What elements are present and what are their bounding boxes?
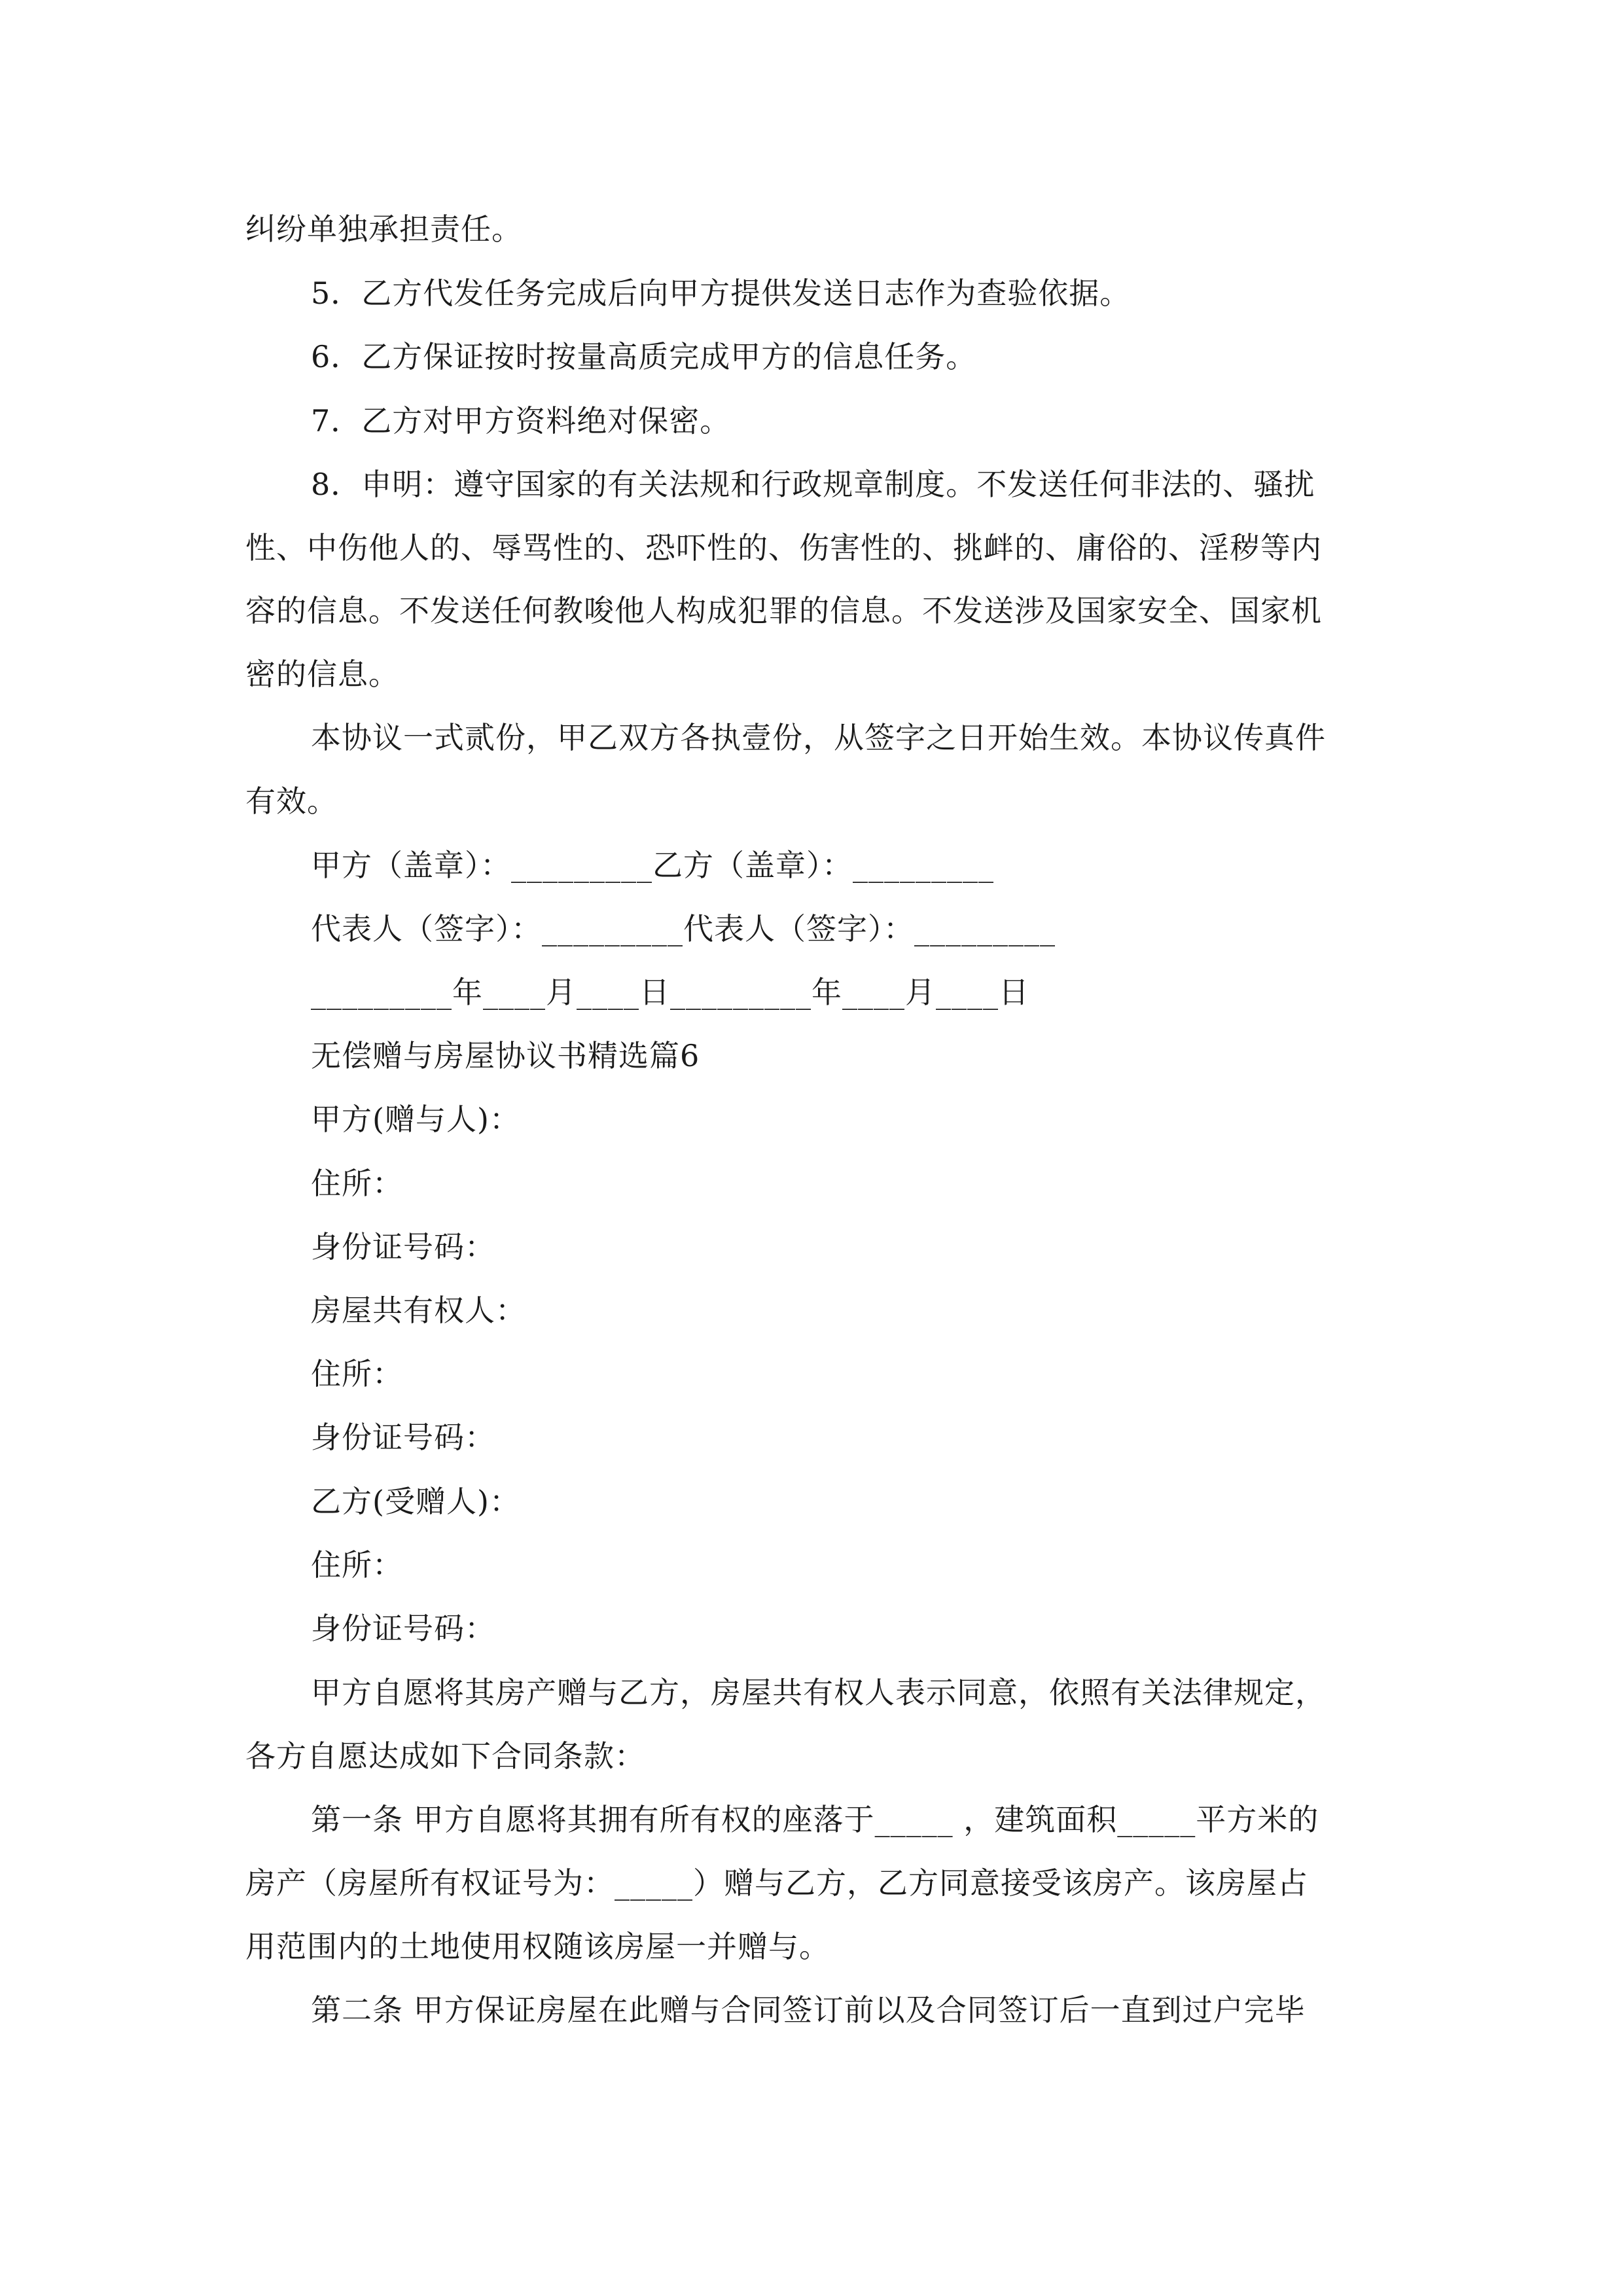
text-line: 各方自愿达成如下合同条款：	[245, 1738, 645, 1774]
text-line: 纠纷单独承担责任。	[245, 211, 522, 247]
text-line: 房产（房屋所有权证号为：_____）赠与乙方，乙方同意接受该房产。该房屋占	[245, 1865, 1308, 1901]
text-line: 密的信息。	[245, 656, 399, 692]
article-line: 第二条 甲方保证房屋在此赠与合同签订前以及合同签订后一直到过户完毕	[311, 1992, 1306, 2028]
field-label: 住所：	[311, 1356, 403, 1391]
signature-line-date: _________年____月____日_________年____月____日	[311, 975, 1029, 1010]
text-line: 6．乙方保证按时按量高质完成甲方的信息任务。	[311, 339, 977, 374]
field-label: 住所：	[311, 1547, 403, 1583]
signature-line-seal: 甲方（盖章）：_________乙方（盖章）：_________	[311, 848, 994, 883]
text-line: 7．乙方对甲方资料绝对保密。	[311, 403, 731, 439]
text-line: 用范围内的土地使用权随该房屋一并赠与。	[245, 1929, 830, 1964]
text-line: 性、中伤他人的、辱骂性的、恐吓性的、伤害性的、挑衅的、庸俗的、淫秽等内	[245, 530, 1322, 565]
field-label: 房屋共有权人：	[311, 1293, 526, 1328]
text-line: 5．乙方代发任务完成后向甲方提供发送日志作为查验依据。	[311, 276, 1131, 311]
article-line: 第一条 甲方自愿将其拥有所有权的座落于_____ ，建筑面积_____平方米的	[311, 1802, 1319, 1837]
field-label: 身份证号码：	[311, 1229, 495, 1265]
text-line: 本协议一式贰份，甲乙双方各执壹份，从签字之日开始生效。本协议传真件	[311, 720, 1326, 755]
text-line: 8．申明：遵守国家的有关法规和行政规章制度。不发送任何非法的、骚扰	[311, 467, 1315, 502]
text-line: 容的信息。不发送任何教唆他人构成犯罪的信息。不发送涉及国家安全、国家机	[245, 593, 1322, 628]
field-label: 身份证号码：	[311, 1420, 495, 1455]
field-label: 乙方(受赠人)：	[311, 1484, 520, 1519]
field-label: 身份证号码：	[311, 1611, 495, 1646]
text-line: 有效。	[245, 783, 338, 819]
document-page	[245, 0, 1384, 2296]
signature-line-representative: 代表人（签字）：_________代表人（签字）：_________	[311, 911, 1056, 946]
field-label: 住所：	[311, 1166, 403, 1201]
text-line: 甲方自愿将其房产赠与乙方，房屋共有权人表示同意，依照有关法律规定，	[311, 1675, 1326, 1710]
field-label: 甲方(赠与人)：	[311, 1102, 520, 1137]
section-heading: 无偿赠与房屋协议书精选篇6	[311, 1038, 700, 1073]
